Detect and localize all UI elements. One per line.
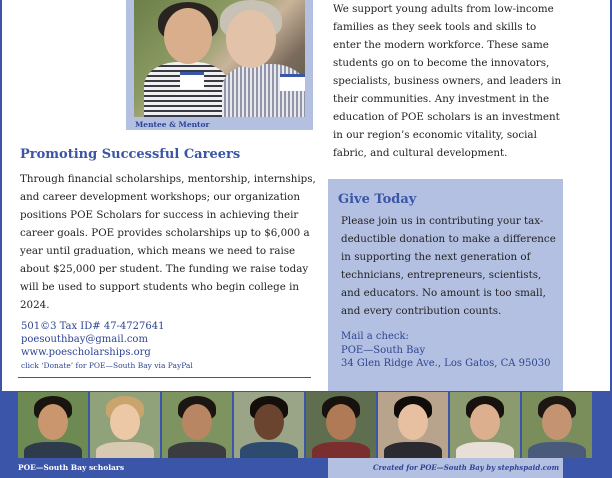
mail-address: 34 Glen Ridge Ave., Los Gatos, CA 95030 [341,358,551,369]
paypal-note: click ‘Donate’ for POE—South Bay via PayPal [21,361,193,370]
scholar-photo [378,392,448,458]
careers-heading: Promoting Successful Careers [20,147,241,162]
scholar-photo [522,392,592,458]
scholar-photo [162,392,232,458]
scholar-photo [90,392,160,458]
credit-line: Created for POE—South Bay by stephspaid.com [372,463,559,472]
scholar-photo [450,392,520,458]
mail-block [341,330,551,371]
tax-id: 501©3 Tax ID# 47-4727641 [21,321,165,332]
photo-caption: Mentee & Mentor [135,120,210,129]
mission-body: We support young adults from low-income families as they seek tools and skills to enter the modern workforce. These same students go on to become the innovators, specialists, business owners, and leaders in their communities. Any investment in the education of POE scholars is an investment in our region’s economic vitality, social fabric, and cultural development. [333,3,562,159]
divider-rule [18,377,311,378]
give-today-box [328,179,563,391]
mail-label: Mail a check: [341,331,409,342]
give-body: Please join us in contributing your tax-deductible donation to make a difference in supporting the next generation of technicians, entrepreneurs, scientists, and educators. No amount is too small, and every contribution counts. [341,215,556,317]
email-link[interactable]: poesouthbay@gmail.com [21,334,148,345]
contact-block [21,320,193,372]
photo-panel [126,0,313,130]
give-heading: Give Today [338,192,417,207]
credit-box [328,458,563,478]
scholar-photo [234,392,304,458]
scholar-photo [306,392,376,458]
scholars-label: POE—South Bay scholars [18,463,125,472]
mentee-mentor-photo [134,0,305,117]
scholar-photo [18,392,88,458]
careers-body: Through financial scholarships, mentorship, internships, and career development workshops; our organization positions POE Scholars for success in achieving their career goals. POE provides scholarships up to $6,000 a year until graduation, which means we need to raise about $25,000 per student. The funding we raise today will be used to support students who begin college in 2024. [20,173,316,311]
scholar-photos [18,392,592,458]
mail-name: POE—South Bay [341,344,426,356]
website-link[interactable]: www.poescholarships.org [21,347,151,358]
